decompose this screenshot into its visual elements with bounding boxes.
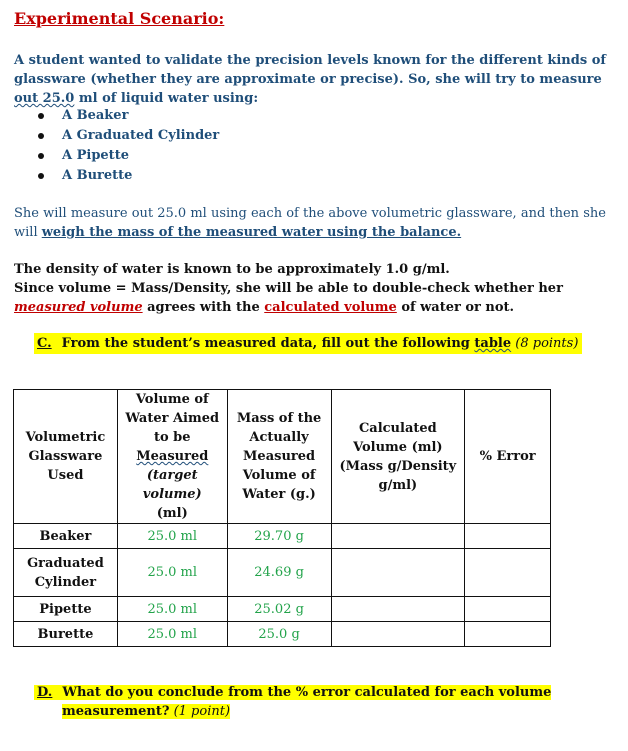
measured-volume-term: measured volume bbox=[14, 300, 143, 315]
row-target: 25.0 ml bbox=[117, 622, 227, 647]
density-end: of water or not. bbox=[396, 300, 515, 315]
density-line-3 bbox=[14, 298, 614, 317]
scenario-title: Experimental Scenario: bbox=[14, 9, 225, 28]
row-calculated-cell[interactable] bbox=[331, 597, 465, 622]
intro-squiggle-text: out 25.0 bbox=[14, 91, 75, 106]
table-row bbox=[14, 597, 551, 622]
measure-paragraph bbox=[14, 204, 614, 242]
calculated-volume-term: calculated volume bbox=[264, 300, 397, 315]
question-d-points: (1 point) bbox=[169, 704, 231, 719]
header-measured-word: Measured bbox=[136, 449, 209, 464]
density-line-2: Since volume = Mass/Density, she will be able to double-check whether her bbox=[14, 281, 563, 296]
list-item: A Beaker bbox=[34, 106, 219, 126]
question-d bbox=[34, 683, 552, 721]
header-error: % Error bbox=[465, 390, 551, 524]
list-item: A Graduated Cylinder bbox=[34, 126, 219, 146]
row-error-cell[interactable] bbox=[465, 524, 551, 549]
row-target: 25.0 ml bbox=[117, 597, 227, 622]
header-target-italic: (target volume) bbox=[142, 468, 202, 502]
question-d-line-2: measurement? bbox=[62, 704, 170, 719]
table-row bbox=[14, 549, 551, 597]
row-mass: 24.69 g bbox=[227, 549, 331, 597]
header-target-unit: (ml) bbox=[156, 506, 188, 521]
intro-text-2: ml of liquid water using: bbox=[74, 91, 259, 106]
row-error-cell[interactable] bbox=[465, 622, 551, 647]
table-header-row bbox=[14, 390, 551, 524]
question-d-line-1: What do you conclude from the % error calculated for each volume bbox=[62, 685, 552, 700]
header-mass: Mass of the Actually Measured Volume of Water (g.) bbox=[227, 390, 331, 524]
row-calculated-cell[interactable] bbox=[331, 549, 465, 597]
density-middle: agrees with the bbox=[142, 300, 265, 315]
intro-text-1: A student wanted to validate the precision levels known for the different kinds of glassware (whether they are approximate or precise). So, she will try to measure bbox=[14, 53, 606, 87]
question-c-points: (8 points) bbox=[511, 336, 579, 351]
question-d-letter: D. bbox=[37, 685, 53, 700]
row-error-cell[interactable] bbox=[465, 549, 551, 597]
question-c-letter: C. bbox=[37, 336, 52, 351]
measure-text: She will measure out 25.0 ml using each of the above volumetric glassware, and then she will bbox=[14, 206, 606, 240]
header-glassware: Volumetric Glassware Used bbox=[14, 390, 118, 524]
header-target-volume: Volume of Water Aimed to be Measured (target volume) (ml) bbox=[117, 390, 227, 524]
row-mass: 25.0 g bbox=[227, 622, 331, 647]
measure-emphasis: weigh the mass of the measured water using the balance. bbox=[41, 225, 462, 240]
question-c-squiggle: table bbox=[474, 336, 512, 351]
glassware-list bbox=[34, 106, 219, 186]
row-error-cell[interactable] bbox=[465, 597, 551, 622]
header-calculated: Calculated Volume (ml) (Mass g/Density g/ml) bbox=[331, 390, 465, 524]
row-glassware: Pipette bbox=[14, 597, 118, 622]
data-table bbox=[13, 389, 551, 647]
row-glassware: Beaker bbox=[14, 524, 118, 549]
density-paragraph bbox=[14, 260, 614, 317]
row-mass: 29.70 g bbox=[227, 524, 331, 549]
row-target: 25.0 ml bbox=[117, 549, 227, 597]
row-calculated-cell[interactable] bbox=[331, 622, 465, 647]
question-c-text: From the student’s measured data, fill out the following bbox=[61, 336, 475, 351]
row-glassware: Burette bbox=[14, 622, 118, 647]
row-glassware: Graduated Cylinder bbox=[14, 549, 118, 597]
row-calculated-cell[interactable] bbox=[331, 524, 465, 549]
density-line-1: The density of water is known to be approximately 1.0 g/ml. bbox=[14, 262, 450, 277]
row-mass: 25.02 g bbox=[227, 597, 331, 622]
list-item: A Pipette bbox=[34, 146, 219, 166]
table-row bbox=[14, 622, 551, 647]
list-item: A Burette bbox=[34, 166, 219, 186]
row-target: 25.0 ml bbox=[117, 524, 227, 549]
intro-paragraph bbox=[14, 51, 614, 108]
table-row bbox=[14, 524, 551, 549]
question-c bbox=[34, 333, 582, 354]
